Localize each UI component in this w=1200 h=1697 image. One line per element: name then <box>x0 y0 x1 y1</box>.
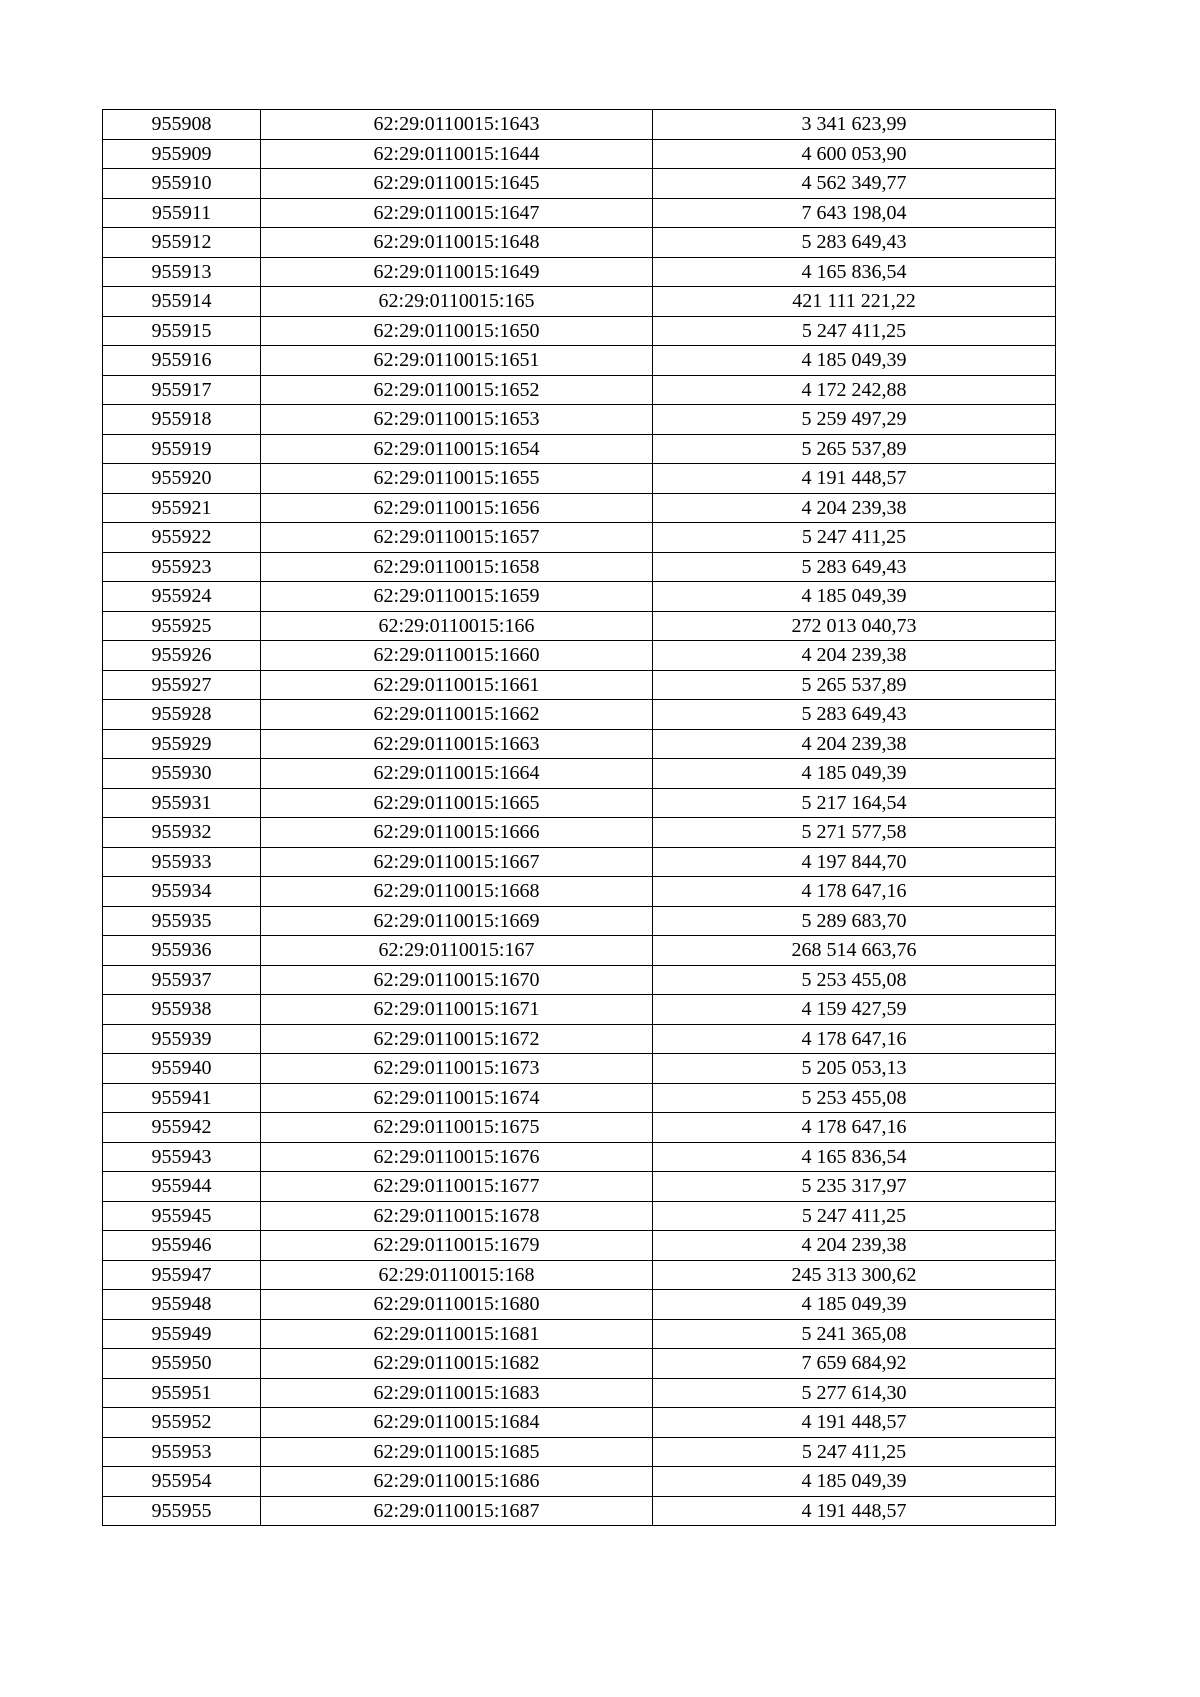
table-row <box>103 316 1056 346</box>
record-number-cell: 955952 <box>103 1408 261 1438</box>
cadastral-value-cell: 245 313 300,62 <box>653 1260 1056 1290</box>
record-number-cell: 955915 <box>103 316 261 346</box>
cadastral-number-cell: 62:29:0110015:166 <box>261 611 653 641</box>
cadastral-value-cell: 4 178 647,16 <box>653 1024 1056 1054</box>
table-row <box>103 110 1056 140</box>
record-number-cell: 955909 <box>103 139 261 169</box>
record-number-cell: 955920 <box>103 464 261 494</box>
cadastral-value-cell: 5 265 537,89 <box>653 670 1056 700</box>
record-number-cell: 955928 <box>103 700 261 730</box>
record-number-cell: 955955 <box>103 1496 261 1526</box>
cadastral-value-cell: 4 562 349,77 <box>653 169 1056 199</box>
cadastral-value-table <box>102 109 1056 1526</box>
record-number-cell: 955908 <box>103 110 261 140</box>
cadastral-number-cell: 62:29:0110015:1683 <box>261 1378 653 1408</box>
record-number-cell: 955916 <box>103 346 261 376</box>
cadastral-number-cell: 62:29:0110015:1643 <box>261 110 653 140</box>
cadastral-number-cell: 62:29:0110015:1673 <box>261 1054 653 1084</box>
record-number-cell: 955940 <box>103 1054 261 1084</box>
record-number-cell: 955935 <box>103 906 261 936</box>
cadastral-number-cell: 62:29:0110015:1675 <box>261 1113 653 1143</box>
table-row <box>103 1113 1056 1143</box>
table-row <box>103 847 1056 877</box>
cadastral-value-cell: 5 247 411,25 <box>653 1201 1056 1231</box>
cadastral-number-cell: 62:29:0110015:1667 <box>261 847 653 877</box>
table-row <box>103 1290 1056 1320</box>
cadastral-value-cell: 7 643 198,04 <box>653 198 1056 228</box>
record-number-cell: 955922 <box>103 523 261 553</box>
record-number-cell: 955949 <box>103 1319 261 1349</box>
record-number-cell: 955934 <box>103 877 261 907</box>
table-row <box>103 1231 1056 1261</box>
cadastral-value-cell: 5 241 365,08 <box>653 1319 1056 1349</box>
cadastral-number-cell: 62:29:0110015:1657 <box>261 523 653 553</box>
cadastral-number-cell: 62:29:0110015:1665 <box>261 788 653 818</box>
table-row <box>103 1083 1056 1113</box>
table-row <box>103 375 1056 405</box>
cadastral-value-cell: 4 197 844,70 <box>653 847 1056 877</box>
record-number-cell: 955913 <box>103 257 261 287</box>
cadastral-value-cell: 4 204 239,38 <box>653 1231 1056 1261</box>
record-number-cell: 955932 <box>103 818 261 848</box>
cadastral-value-cell: 4 185 049,39 <box>653 582 1056 612</box>
cadastral-value-cell: 4 178 647,16 <box>653 1113 1056 1143</box>
table-row <box>103 1378 1056 1408</box>
cadastral-number-cell: 62:29:0110015:1684 <box>261 1408 653 1438</box>
cadastral-number-cell: 62:29:0110015:1671 <box>261 995 653 1025</box>
cadastral-value-cell: 4 204 239,38 <box>653 729 1056 759</box>
cadastral-value-cell: 5 265 537,89 <box>653 434 1056 464</box>
record-number-cell: 955941 <box>103 1083 261 1113</box>
table-row <box>103 1172 1056 1202</box>
cadastral-number-cell: 62:29:0110015:1647 <box>261 198 653 228</box>
cadastral-value-cell: 5 205 053,13 <box>653 1054 1056 1084</box>
table-row <box>103 965 1056 995</box>
record-number-cell: 955947 <box>103 1260 261 1290</box>
record-number-cell: 955938 <box>103 995 261 1025</box>
record-number-cell: 955918 <box>103 405 261 435</box>
cadastral-number-cell: 62:29:0110015:1680 <box>261 1290 653 1320</box>
table-row <box>103 1260 1056 1290</box>
cadastral-number-cell: 62:29:0110015:1686 <box>261 1467 653 1497</box>
record-number-cell: 955927 <box>103 670 261 700</box>
record-number-cell: 955925 <box>103 611 261 641</box>
table-row <box>103 582 1056 612</box>
cadastral-number-cell: 62:29:0110015:1660 <box>261 641 653 671</box>
record-number-cell: 955937 <box>103 965 261 995</box>
cadastral-number-cell: 62:29:0110015:1668 <box>261 877 653 907</box>
table-row <box>103 1054 1056 1084</box>
table-row <box>103 257 1056 287</box>
cadastral-number-cell: 62:29:0110015:1663 <box>261 729 653 759</box>
cadastral-value-cell: 4 191 448,57 <box>653 1496 1056 1526</box>
cadastral-number-cell: 62:29:0110015:1681 <box>261 1319 653 1349</box>
table-row <box>103 1142 1056 1172</box>
cadastral-number-cell: 62:29:0110015:1652 <box>261 375 653 405</box>
table-row <box>103 552 1056 582</box>
cadastral-value-cell: 4 204 239,38 <box>653 641 1056 671</box>
cadastral-number-cell: 62:29:0110015:1655 <box>261 464 653 494</box>
cadastral-number-cell: 62:29:0110015:1656 <box>261 493 653 523</box>
cadastral-number-cell: 62:29:0110015:1644 <box>261 139 653 169</box>
cadastral-value-cell: 5 289 683,70 <box>653 906 1056 936</box>
cadastral-value-cell: 5 235 317,97 <box>653 1172 1056 1202</box>
record-number-cell: 955945 <box>103 1201 261 1231</box>
cadastral-value-cell: 4 185 049,39 <box>653 759 1056 789</box>
table-row <box>103 464 1056 494</box>
cadastral-number-cell: 62:29:0110015:1672 <box>261 1024 653 1054</box>
table-row <box>103 611 1056 641</box>
table-row <box>103 198 1056 228</box>
table-row <box>103 228 1056 258</box>
cadastral-value-cell: 4 185 049,39 <box>653 346 1056 376</box>
cadastral-value-cell: 5 259 497,29 <box>653 405 1056 435</box>
cadastral-number-cell: 62:29:0110015:1662 <box>261 700 653 730</box>
cadastral-number-cell: 62:29:0110015:1677 <box>261 1172 653 1202</box>
cadastral-value-cell: 4 185 049,39 <box>653 1290 1056 1320</box>
table-row <box>103 729 1056 759</box>
cadastral-number-cell: 62:29:0110015:1661 <box>261 670 653 700</box>
record-number-cell: 955944 <box>103 1172 261 1202</box>
cadastral-value-cell: 7 659 684,92 <box>653 1349 1056 1379</box>
record-number-cell: 955933 <box>103 847 261 877</box>
cadastral-number-cell: 62:29:0110015:1654 <box>261 434 653 464</box>
table-row <box>103 523 1056 553</box>
cadastral-number-cell: 62:29:0110015:168 <box>261 1260 653 1290</box>
record-number-cell: 955953 <box>103 1437 261 1467</box>
record-number-cell: 955912 <box>103 228 261 258</box>
cadastral-value-cell: 5 253 455,08 <box>653 965 1056 995</box>
cadastral-value-cell: 5 217 164,54 <box>653 788 1056 818</box>
cadastral-number-cell: 62:29:0110015:1669 <box>261 906 653 936</box>
table-row <box>103 139 1056 169</box>
cadastral-number-cell: 62:29:0110015:165 <box>261 287 653 317</box>
cadastral-value-cell: 272 013 040,73 <box>653 611 1056 641</box>
cadastral-number-cell: 62:29:0110015:1645 <box>261 169 653 199</box>
record-number-cell: 955917 <box>103 375 261 405</box>
record-number-cell: 955923 <box>103 552 261 582</box>
record-number-cell: 955942 <box>103 1113 261 1143</box>
cadastral-value-cell: 5 253 455,08 <box>653 1083 1056 1113</box>
cadastral-number-cell: 62:29:0110015:1659 <box>261 582 653 612</box>
table-row <box>103 169 1056 199</box>
record-number-cell: 955929 <box>103 729 261 759</box>
cadastral-value-cell: 4 600 053,90 <box>653 139 1056 169</box>
table-row <box>103 1024 1056 1054</box>
cadastral-number-cell: 62:29:0110015:1650 <box>261 316 653 346</box>
cadastral-number-cell: 62:29:0110015:1648 <box>261 228 653 258</box>
table-row <box>103 1467 1056 1497</box>
cadastral-value-cell: 5 283 649,43 <box>653 700 1056 730</box>
cadastral-value-cell: 4 204 239,38 <box>653 493 1056 523</box>
cadastral-value-cell: 4 185 049,39 <box>653 1467 1056 1497</box>
record-number-cell: 955954 <box>103 1467 261 1497</box>
record-number-cell: 955943 <box>103 1142 261 1172</box>
record-number-cell: 955921 <box>103 493 261 523</box>
table-row <box>103 434 1056 464</box>
record-number-cell: 955931 <box>103 788 261 818</box>
cadastral-number-cell: 62:29:0110015:1674 <box>261 1083 653 1113</box>
cadastral-number-cell: 62:29:0110015:1664 <box>261 759 653 789</box>
record-number-cell: 955914 <box>103 287 261 317</box>
table-row <box>103 759 1056 789</box>
table-row <box>103 1319 1056 1349</box>
cadastral-number-cell: 62:29:0110015:167 <box>261 936 653 966</box>
cadastral-number-cell: 62:29:0110015:1678 <box>261 1201 653 1231</box>
table-row <box>103 1201 1056 1231</box>
cadastral-number-cell: 62:29:0110015:1658 <box>261 552 653 582</box>
record-number-cell: 955939 <box>103 1024 261 1054</box>
record-number-cell: 955951 <box>103 1378 261 1408</box>
cadastral-number-cell: 62:29:0110015:1679 <box>261 1231 653 1261</box>
table-row <box>103 405 1056 435</box>
table-row <box>103 1437 1056 1467</box>
record-number-cell: 955926 <box>103 641 261 671</box>
record-number-cell: 955948 <box>103 1290 261 1320</box>
table-row <box>103 995 1056 1025</box>
record-number-cell: 955930 <box>103 759 261 789</box>
cadastral-value-cell: 4 178 647,16 <box>653 877 1056 907</box>
cadastral-value-cell: 421 111 221,22 <box>653 287 1056 317</box>
cadastral-value-cell: 5 247 411,25 <box>653 1437 1056 1467</box>
cadastral-number-cell: 62:29:0110015:1682 <box>261 1349 653 1379</box>
record-number-cell: 955936 <box>103 936 261 966</box>
table-body <box>103 110 1056 1526</box>
record-number-cell: 955910 <box>103 169 261 199</box>
table-row <box>103 670 1056 700</box>
table-row <box>103 1496 1056 1526</box>
cadastral-value-cell: 5 271 577,58 <box>653 818 1056 848</box>
cadastral-value-cell: 3 341 623,99 <box>653 110 1056 140</box>
table-row <box>103 1408 1056 1438</box>
cadastral-number-cell: 62:29:0110015:1685 <box>261 1437 653 1467</box>
cadastral-value-cell: 4 172 242,88 <box>653 375 1056 405</box>
cadastral-value-cell: 4 165 836,54 <box>653 257 1056 287</box>
table-row <box>103 493 1056 523</box>
cadastral-value-cell: 5 283 649,43 <box>653 228 1056 258</box>
record-number-cell: 955919 <box>103 434 261 464</box>
cadastral-value-cell: 4 191 448,57 <box>653 464 1056 494</box>
cadastral-value-cell: 268 514 663,76 <box>653 936 1056 966</box>
table-row <box>103 641 1056 671</box>
table-row <box>103 788 1056 818</box>
table-row <box>103 818 1056 848</box>
record-number-cell: 955950 <box>103 1349 261 1379</box>
cadastral-number-cell: 62:29:0110015:1653 <box>261 405 653 435</box>
table-row <box>103 877 1056 907</box>
table-row <box>103 346 1056 376</box>
cadastral-number-cell: 62:29:0110015:1649 <box>261 257 653 287</box>
table-row <box>103 1349 1056 1379</box>
cadastral-number-cell: 62:29:0110015:1666 <box>261 818 653 848</box>
cadastral-value-cell: 4 191 448,57 <box>653 1408 1056 1438</box>
cadastral-value-cell: 5 283 649,43 <box>653 552 1056 582</box>
table-row <box>103 287 1056 317</box>
cadastral-value-cell: 4 159 427,59 <box>653 995 1056 1025</box>
table-row <box>103 906 1056 936</box>
cadastral-value-cell: 5 277 614,30 <box>653 1378 1056 1408</box>
cadastral-number-cell: 62:29:0110015:1670 <box>261 965 653 995</box>
cadastral-number-cell: 62:29:0110015:1676 <box>261 1142 653 1172</box>
record-number-cell: 955946 <box>103 1231 261 1261</box>
cadastral-value-cell: 4 165 836,54 <box>653 1142 1056 1172</box>
cadastral-value-cell: 5 247 411,25 <box>653 523 1056 553</box>
cadastral-number-cell: 62:29:0110015:1651 <box>261 346 653 376</box>
table-row <box>103 700 1056 730</box>
cadastral-value-cell: 5 247 411,25 <box>653 316 1056 346</box>
table-row <box>103 936 1056 966</box>
record-number-cell: 955911 <box>103 198 261 228</box>
cadastral-number-cell: 62:29:0110015:1687 <box>261 1496 653 1526</box>
record-number-cell: 955924 <box>103 582 261 612</box>
